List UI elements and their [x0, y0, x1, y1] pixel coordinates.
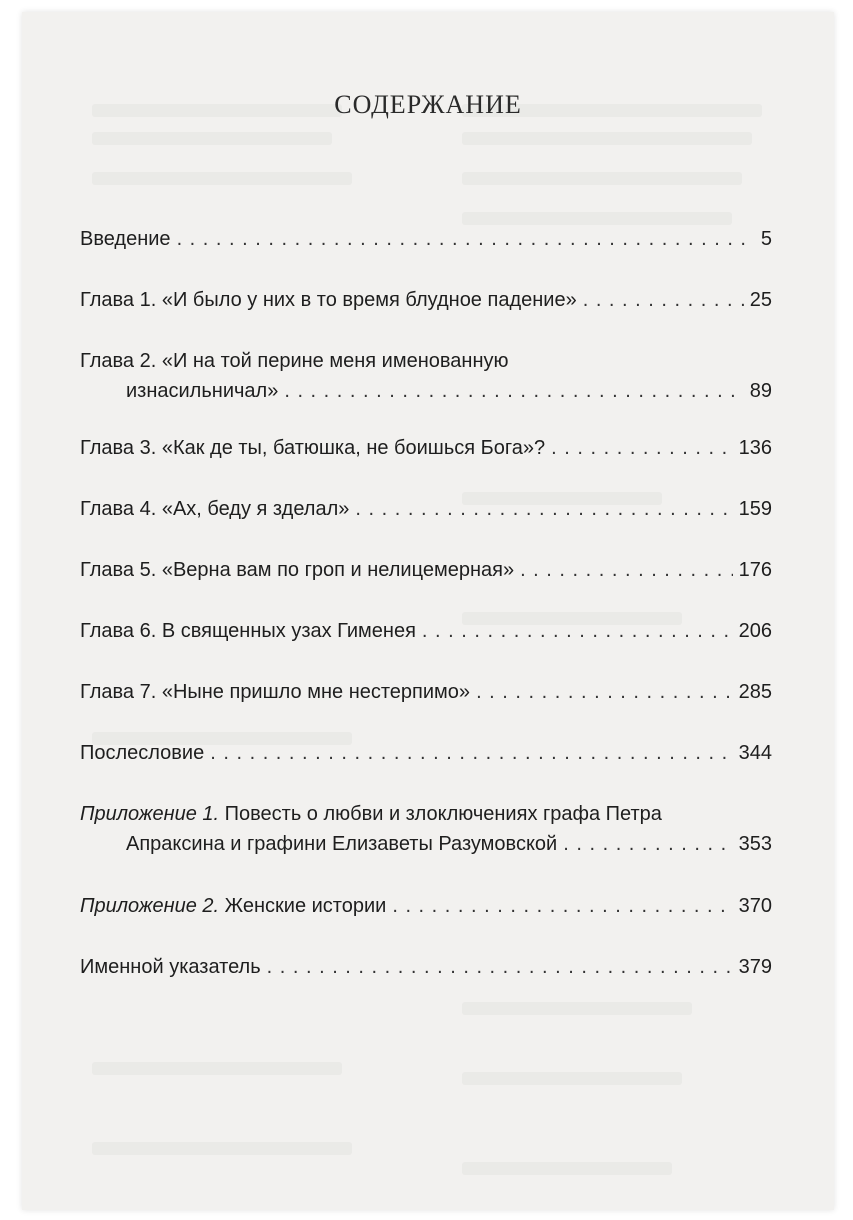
toc-entry-label: Глава 6. В священных узах Гименея — [80, 620, 416, 642]
toc-entry-label-line2: изнасильничал» — [126, 380, 279, 402]
toc-entry-chapter-1 — [80, 287, 772, 348]
toc-entry-label: Глава 4. «Ах, беду я зделал» — [80, 498, 350, 520]
toc-entry-label: Введение — [80, 228, 171, 250]
toc-entry-introduction — [80, 226, 772, 287]
dot-leader — [284, 378, 743, 404]
toc-entry-appendix-1 — [80, 801, 772, 893]
toc-entry-page: 379 — [738, 956, 772, 978]
toc-entry-page: 25 — [749, 289, 772, 311]
toc-entry-label: Именной указатель — [80, 956, 261, 978]
toc-entry-chapter-6 — [80, 618, 772, 679]
toc-entry-page: 159 — [738, 498, 772, 520]
toc-entry-label: Глава 3. «Как де ты, батюшка, не боишься Бога»? — [80, 437, 546, 459]
dot-leader — [583, 287, 744, 313]
toc-entry-label: Глава 7. «Ныне пришло мне нестерпимо» — [80, 681, 471, 703]
toc-entry-page: 353 — [738, 833, 772, 855]
dot-leader — [392, 893, 732, 919]
toc-entry-label-line1: Глава 2. «И на той перине меня именованную — [80, 350, 509, 372]
dot-leader — [177, 226, 755, 252]
dot-leader — [267, 954, 733, 980]
book-page — [22, 12, 834, 1210]
bleed-through — [92, 1062, 342, 1075]
toc-entry-label-line1 — [80, 801, 662, 827]
toc-entry-page: 136 — [738, 437, 772, 459]
toc-entry-label-text: Женские истории — [219, 895, 387, 917]
toc-entry-afterword — [80, 740, 772, 801]
bleed-through — [92, 1142, 352, 1155]
page-title: СОДЕРЖАНИЕ — [334, 90, 522, 119]
toc-entry-chapter-4 — [80, 496, 772, 557]
table-of-contents — [80, 226, 772, 1015]
toc-entry-chapter-2 — [80, 348, 772, 435]
toc-entry-label: Послесловие — [80, 742, 205, 764]
toc-entry-page: 206 — [738, 620, 772, 642]
toc-entry-page: 344 — [738, 742, 772, 764]
bleed-through — [92, 132, 332, 145]
toc-entry-page: 370 — [738, 895, 772, 917]
dot-leader — [520, 557, 733, 583]
bleed-through — [462, 212, 732, 225]
toc-entry-prefix: Приложение 2. — [80, 895, 220, 917]
toc-entry-chapter-5 — [80, 557, 772, 618]
dot-leader — [563, 831, 732, 857]
bleed-through — [462, 172, 742, 185]
toc-entry-label-line2: Апраксина и графини Елизаветы Разумовской — [126, 833, 558, 855]
dot-leader — [210, 740, 732, 766]
dot-leader — [422, 618, 733, 644]
bleed-through — [92, 172, 352, 185]
toc-entry-label — [80, 893, 386, 919]
toc-entry-page: 89 — [749, 380, 772, 402]
toc-entry-chapter-3 — [80, 435, 772, 496]
toc-entry-page: 5 — [760, 228, 772, 250]
toc-entry-page: 285 — [738, 681, 772, 703]
toc-entry-label: Глава 5. «Верна вам по гроп и нелицемерная» — [80, 559, 515, 581]
toc-entry-name-index — [80, 954, 772, 1015]
dot-leader — [355, 496, 732, 522]
bleed-through — [462, 132, 752, 145]
toc-entry-label: Глава 1. «И было у них в то время блудное падение» — [80, 289, 577, 311]
toc-entry-appendix-2 — [80, 893, 772, 954]
toc-entry-label-text: Повесть о любви и злоключениях графа Петра — [219, 803, 662, 825]
bleed-through — [462, 1162, 672, 1175]
dot-leader — [476, 679, 733, 705]
toc-entry-chapter-7 — [80, 679, 772, 740]
bleed-through — [462, 1072, 682, 1085]
toc-entry-page: 176 — [738, 559, 772, 581]
toc-entry-prefix: Приложение 1. — [80, 803, 220, 825]
dot-leader — [551, 435, 732, 461]
